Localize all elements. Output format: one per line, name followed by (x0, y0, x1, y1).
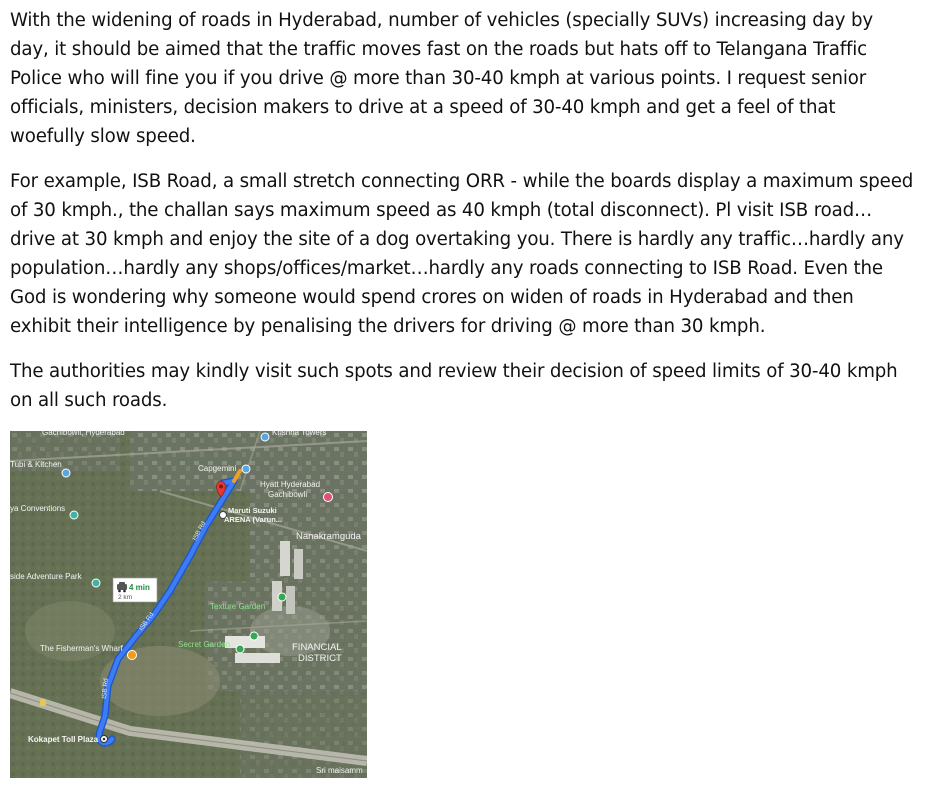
route-time: 4 min (129, 583, 150, 592)
paragraph-3: The authorities may kindly visit such spots and review their decision of speed limits of 30-40 kmph on all such roads. (10, 361, 898, 411)
road-label-isb-2: ISB Rd (137, 611, 156, 633)
paragraph-1: With the widening of roads in Hyderabad, number of vehicles (specially SUVs) increasing day by day, it should be aimed that the traffic moves fast on the roads but hats off to Telangana Traffic Police who will fine you if you drive @ more than 30-40 kmph at various points. I request senior officials, ministers, decision makers to drive at a speed of 30-40 kmph and get a feel of that woefully slow speed. (10, 10, 873, 147)
label-texture-garden: Texture Garden (210, 602, 266, 611)
label-hyatt-2: Gachibowli (268, 490, 308, 499)
label-kokapet: Kokapet Toll Plaza (28, 735, 99, 744)
label-fishermans: The Fisherman's Wharf (40, 644, 123, 653)
label-financial-2: DISTRICT (298, 653, 342, 664)
document-body (10, 6, 915, 431)
label-srimaisamma: Sri maisamm (316, 766, 363, 775)
road-label-isb: ISB Rd (191, 520, 208, 542)
label-kitchen: Tubi & Kitchen (10, 460, 62, 469)
label-adventure: side Adventure Park (10, 572, 82, 581)
label-maruti-1: Maruti Suzuki (228, 506, 277, 515)
route-map-image (10, 431, 367, 778)
route-distance: 2 km (118, 594, 133, 601)
label-maruti-2: ARENA (Varun... (224, 515, 283, 524)
label-capgemini: Capgemini (198, 464, 237, 473)
paragraph-2: For example, ISB Road, a small stretch connecting ORR - while the boards display a maximum speed of 30 kmph., the challan says maximum speed as 40 kmph (total disconnect). Pl visit ISB road…drive at 30 kmph and enjoy the site of a dog overtaking you. There is hardly any traffic…hardly any population…hardly any shops/offices/market…hardly any roads connecting to ISB Road. Even the God is wondering why someone would spend crores on widen of roads in Hyderabad and then exhibit their intelligence by penalising the drivers for driving @ more than 30 kmph. (10, 171, 914, 337)
label-financial-1: FINANCIAL (292, 642, 342, 653)
route-time-badge (113, 578, 157, 602)
label-top-right: Krishna Towers (272, 431, 327, 437)
label-secret-garden: Secret Garden (178, 640, 231, 649)
label-nanakramguda: Nanakramguda (296, 531, 361, 542)
road-label-isb-3: ISB Rd (101, 678, 110, 700)
label-conventions: ya Conventions (10, 504, 66, 513)
origin-dot-icon (101, 736, 108, 743)
label-gachibowli: Gachibowli, Hyderabad (42, 431, 125, 437)
label-hyatt-1: Hyatt Hyderabad (260, 480, 321, 489)
